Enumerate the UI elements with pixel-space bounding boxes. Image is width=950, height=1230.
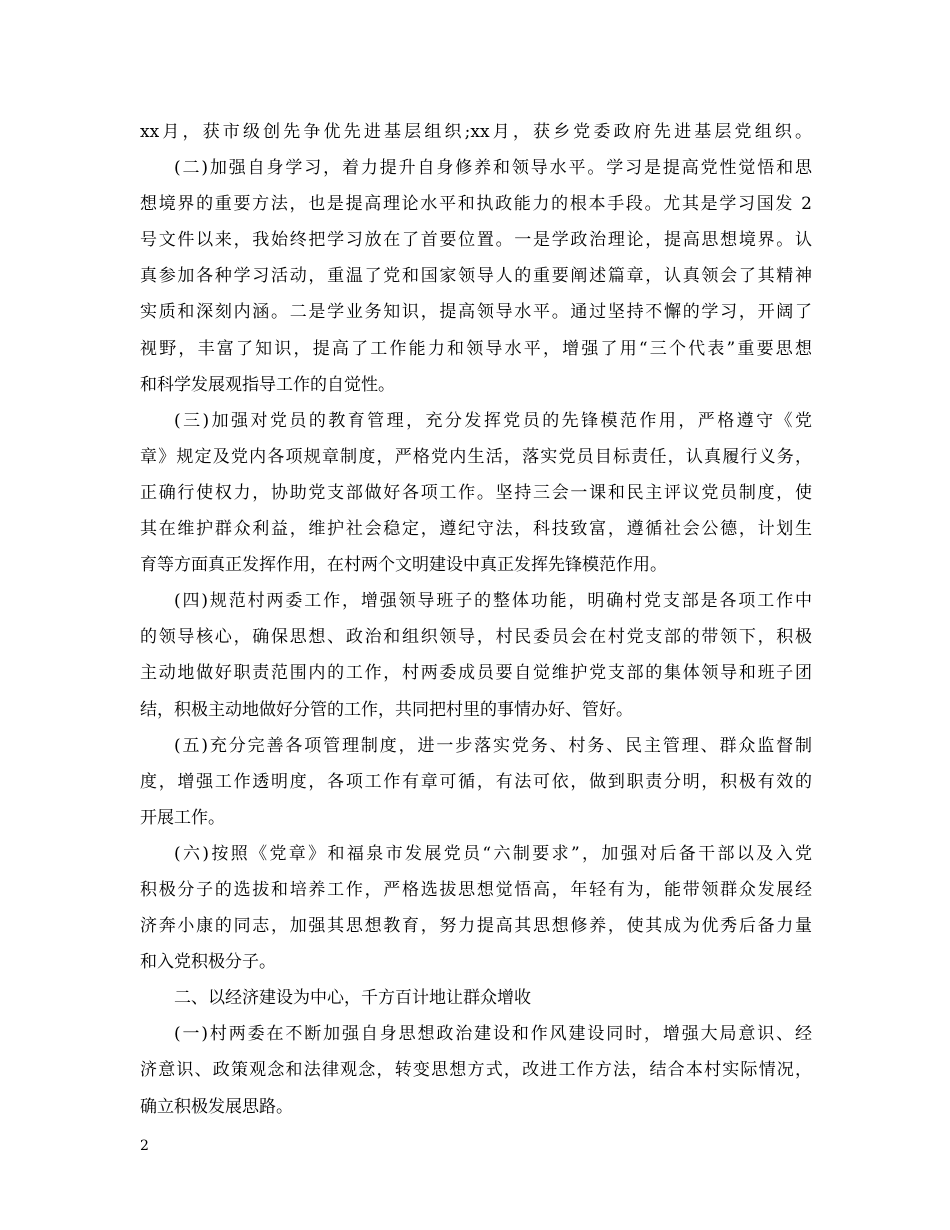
text-line: 结，积极主动地做好分管的工作，共同把村里的事情办好、管好。 — [140, 699, 633, 720]
text-line: 实质和深刻内涵。二是学业务知识，提高领导水平。通过坚持不懈的学习，开阔了 — [140, 302, 812, 323]
text-line: (三)加强对党员的教育管理，充分发挥党员的先锋模范作用，严格遵守《党 — [174, 410, 812, 431]
text-line: 号文件以来，我始终把学习放在了首要位置。一是学政治理论，提高思想境界。认 — [140, 230, 812, 251]
section-heading: 二、以经济建设为中心，千方百计地让群众增收 — [174, 988, 531, 1009]
page-number: 2 — [140, 1138, 149, 1154]
paragraph-continuation — [140, 114, 812, 150]
text-line: 真参加各种学习活动，重温了党和国家领导人的重要阐述篇章，认真领会了其精神 — [140, 266, 812, 287]
text-line: (二)加强自身学习，着力提升自身修养和领导水平。学习是提高党性觉悟和思 — [174, 158, 812, 179]
text-line: 济意识、政策观念和法律观念，转变思想方式，改进工作方法，结合本村实际情况， — [140, 1060, 812, 1081]
text-line: 其在维护群众利益，维护社会稳定，遵纪守法，科技致富，遵循社会公德，计划生 — [140, 519, 812, 540]
text-line: 和科学发展观指导工作的自觉性。 — [140, 374, 395, 395]
text-line: (五)充分完善各项管理制度，进一步落实党务、村务、民主管理、群众监督制 — [174, 735, 812, 756]
text-line: xx月，获市级创先争优先进基层组织;xx月，获乡党委政府先进基层党组织。 — [140, 122, 812, 142]
text-line: 确立积极发展思路。 — [140, 1096, 293, 1117]
text-line: 想境界的重要方法，也是提高理论水平和执政能力的根本手段。尤其是学习国发 2 — [140, 194, 812, 215]
text-line: (四)规范村两委工作，增强领导班子的整体功能，明确村党支部是各项工作中 — [174, 591, 812, 612]
document-body — [140, 114, 812, 1125]
paragraph-management-systems — [140, 728, 812, 836]
section-heading-economic — [140, 980, 812, 1016]
text-line: 的领导核心，确保思想、政治和组织领导，村民委员会在村党支部的带领下，积极 — [140, 627, 812, 648]
paragraph-village-committees — [140, 583, 812, 727]
paragraph-development-ideas — [140, 1016, 812, 1124]
text-line: 视野，丰富了知识，提高了工作能力和领导水平，增强了用“三个代表”重要思想 — [140, 338, 812, 359]
text-line: 积极分子的选拔和培养工作，严格选拔思想觉悟高，年轻有为，能带领群众发展经 — [140, 879, 812, 900]
text-line: 济奔小康的同志，加强其思想教育，努力提高其思想修养，使其成为优秀后备力量 — [140, 916, 812, 937]
text-line: 育等方面真正发挥作用，在村两个文明建设中真正发挥先锋模范作用。 — [140, 555, 667, 576]
paragraph-party-member-education — [140, 403, 812, 583]
text-line: 开展工作。 — [140, 807, 225, 828]
text-line: 章》规定及党内各项规章制度，严格党内生活，落实党员目标责任，认真履行义务， — [140, 446, 812, 467]
text-line: 正确行使权力，协助党支部做好各项工作。坚持三会一课和民主评议党员制度，使 — [140, 482, 812, 503]
text-line: (六)按照《党章》和福泉市发展党员“六制要求”，加强对后备干部以及入党 — [174, 843, 812, 864]
text-line: 和入党积极分子。 — [140, 952, 276, 973]
text-line: 主动地做好职责范围内的工作，村两委成员要自觉维护党支部的集体领导和班子团 — [140, 663, 812, 684]
text-line: (一)村两委在不断加强自身思想政治建设和作风建设同时，增强大局意识、经 — [174, 1024, 812, 1045]
paragraph-cadre-training — [140, 836, 812, 980]
text-line: 度，增强工作透明度，各项工作有章可循，有法可依，做到职责分明，积极有效的 — [140, 771, 812, 792]
paragraph-study — [140, 150, 812, 403]
